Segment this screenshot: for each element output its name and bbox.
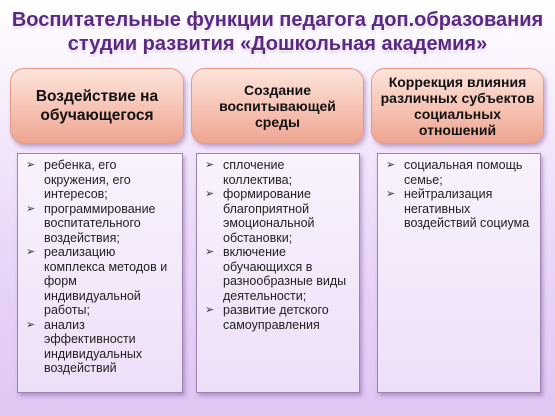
arrow-bullet-icon: ➢ (26, 202, 36, 215)
arrow-bullet-icon: ➢ (205, 159, 215, 171)
header-educational-environment (191, 68, 364, 144)
arrow-bullet-icon: ➢ (386, 159, 396, 171)
list-item: ➢ развитие детского самоуправления (205, 303, 329, 332)
header-label: Воздействие на обучающегося (35, 88, 159, 124)
arrow-bullet-icon: ➢ (205, 304, 215, 316)
arrow-bullet-icon: ➢ (205, 246, 215, 258)
list-item: ➢ сплочение коллектива; (205, 158, 293, 187)
list-social-correction (377, 153, 541, 393)
header-social-correction (371, 68, 544, 144)
slide-title: Воспитательные функции педагога доп.образования студии развития «Дошкольная академия» (11, 9, 544, 55)
list-item: ➢ включение обучающихся в разнообразные виды деятельности; (205, 245, 347, 303)
header-label: Создание воспитывающей среды (219, 82, 336, 130)
list-educational-environment (196, 153, 360, 393)
arrow-bullet-icon: ➢ (26, 159, 36, 171)
header-impact-on-student (10, 68, 184, 144)
list-item: ➢ нейтрализация негативных воздействий социума (386, 187, 530, 230)
list-item: ➢ анализ эффективности индивидуальных воздействий (26, 317, 143, 375)
list-item: ➢ ребенка, его окружения, его интересов; (26, 158, 131, 201)
arrow-bullet-icon: ➢ (205, 188, 215, 200)
list-item: ➢ реализацию комплекса методов и форм индивидуальной работы; (26, 245, 168, 317)
arrow-bullet-icon: ➢ (386, 188, 396, 200)
list-item: ➢ социальная помощь семье; (386, 158, 523, 187)
list-item: ➢ программирование воспитательного воздействия; (26, 201, 156, 245)
arrow-bullet-icon: ➢ (26, 246, 36, 258)
list-impact-on-student (17, 153, 183, 393)
arrow-bullet-icon: ➢ (26, 318, 36, 331)
list-item: ➢ формирование благоприятной эмоциональной обстановки; (205, 187, 315, 245)
header-label: Коррекция влияния различных субъектов социальных отношений (380, 74, 535, 138)
